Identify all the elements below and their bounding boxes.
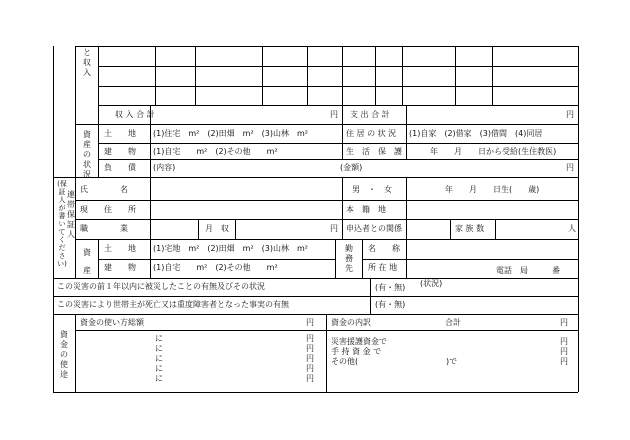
disaster-q2-answer: (有・無)	[375, 300, 406, 309]
guarantor-land-options: (1)宅地 m² (2)田畑 m² (3)山林 m²	[153, 244, 308, 253]
guarantor-work-label: 勤務先	[345, 244, 353, 273]
guarantor-work-name-label: 名 称	[368, 244, 400, 253]
assets-debt-label: 負 債	[104, 163, 136, 172]
funds-usage-row-unit: 円	[306, 344, 314, 353]
assets-debt-content: (内容)	[153, 163, 176, 172]
assets-debt-unit: 円	[566, 163, 574, 172]
guarantor-monthly-label: 月 収	[205, 224, 229, 233]
funds-usage-row-unit: 円	[306, 364, 314, 373]
guarantor-side-note: (保証人が書いてください)	[57, 180, 67, 268]
income-total-unit: 円	[330, 110, 338, 119]
guarantor-monthly-unit: 円	[330, 224, 338, 233]
income-side-label: と収入	[83, 48, 91, 77]
disaster-q1-detail: (状況)	[420, 279, 443, 288]
welfare-label: 生 活 保 護	[346, 147, 402, 156]
disaster-q1: この災害の前１年以内に被災したことの有無及びその状況	[57, 282, 265, 291]
guarantor-name-label: 氏 名	[80, 185, 128, 194]
guarantor-building-label: 建 物	[104, 263, 136, 272]
funds-usage-row-unit: 円	[306, 374, 314, 383]
disaster-q2: この災害により世帯主が死亡又は重度障害者となった事実の有無	[57, 300, 289, 309]
residence-options: (1)自家 (2)借家 (3)借間 (4)同居	[409, 129, 543, 138]
funds-usage-row-label: に	[155, 354, 163, 363]
residence-label: 住 居 の 状 況	[346, 129, 397, 138]
funds-breakdown-header: 資金の内訳	[331, 318, 371, 327]
funds-side-label: 資金の使途	[60, 330, 68, 379]
assets-land-options: (1)住宅 m² (2)田畑 m² (3)山林 m²	[153, 129, 308, 138]
assets-building-options: (1)自宅 m² (2)その他 m²	[153, 147, 278, 156]
guarantor-family-unit: 人	[568, 224, 576, 233]
assets-building-label: 建 物	[104, 147, 136, 156]
disaster-q1-answer: (有・無)	[375, 283, 406, 292]
guarantor-work-addr-label: 所 在 地	[368, 263, 398, 272]
guarantor-job-label: 職 業	[80, 224, 128, 233]
funds-total-label: 合計	[445, 318, 461, 327]
funds-breakdown-row-unit: 円	[560, 357, 568, 366]
guarantor-asset-label: 資産	[83, 248, 91, 275]
guarantor-birth: 年 月 日生( 歳)	[445, 185, 540, 194]
assets-debt-amount: (金額)	[340, 163, 363, 172]
funds-breakdown-row-label: 手 持 資 金 で	[331, 347, 382, 356]
funds-usage-row-label: に	[155, 344, 163, 353]
funds-usage-header: 資金の使い方総額	[80, 318, 144, 327]
assets-land-label: 土 地	[104, 129, 136, 138]
assets-section-label: 資産の状況	[83, 130, 91, 179]
funds-breakdown-row-label: 災害援護資金で	[331, 337, 387, 346]
funds-total-unit: 円	[560, 318, 568, 327]
guarantor-family-label: 家 族 数	[455, 224, 485, 233]
funds-usage-row-label: に	[155, 334, 163, 343]
funds-breakdown-row-mid: )で	[446, 357, 458, 366]
expense-total-label: 支 出 合 計	[350, 110, 390, 119]
welfare-value: 年 月 日から受給(生住教医)	[430, 147, 557, 156]
guarantor-domicile-label: 本 籍 地	[346, 205, 386, 214]
funds-breakdown-row-unit: 円	[560, 337, 568, 346]
guarantor-land-label: 土 地	[104, 244, 136, 253]
expense-total-unit: 円	[566, 110, 574, 119]
funds-breakdown-row-unit: 円	[560, 347, 568, 356]
funds-usage-row-unit: 円	[306, 354, 314, 363]
guarantor-relation-label: 申込者との関係	[346, 224, 402, 233]
funds-usage-unit: 円	[306, 318, 314, 327]
guarantor-phone-label: 電話 局 番	[496, 266, 560, 275]
income-total-label: 収 入 合 計	[115, 110, 155, 119]
guarantor-address-label: 現 住 所	[80, 205, 136, 214]
guarantor-side-label: 連帯保証人	[67, 190, 75, 239]
guarantor-gender: 男 ・ 女	[352, 185, 392, 194]
funds-usage-row-label: に	[155, 364, 163, 373]
funds-breakdown-row-label: その他(	[331, 357, 359, 366]
funds-usage-row-label: に	[155, 374, 163, 383]
guarantor-building-options: (1)自宅 m² (2)その他 m²	[153, 263, 278, 272]
funds-usage-row-unit: 円	[306, 334, 314, 343]
